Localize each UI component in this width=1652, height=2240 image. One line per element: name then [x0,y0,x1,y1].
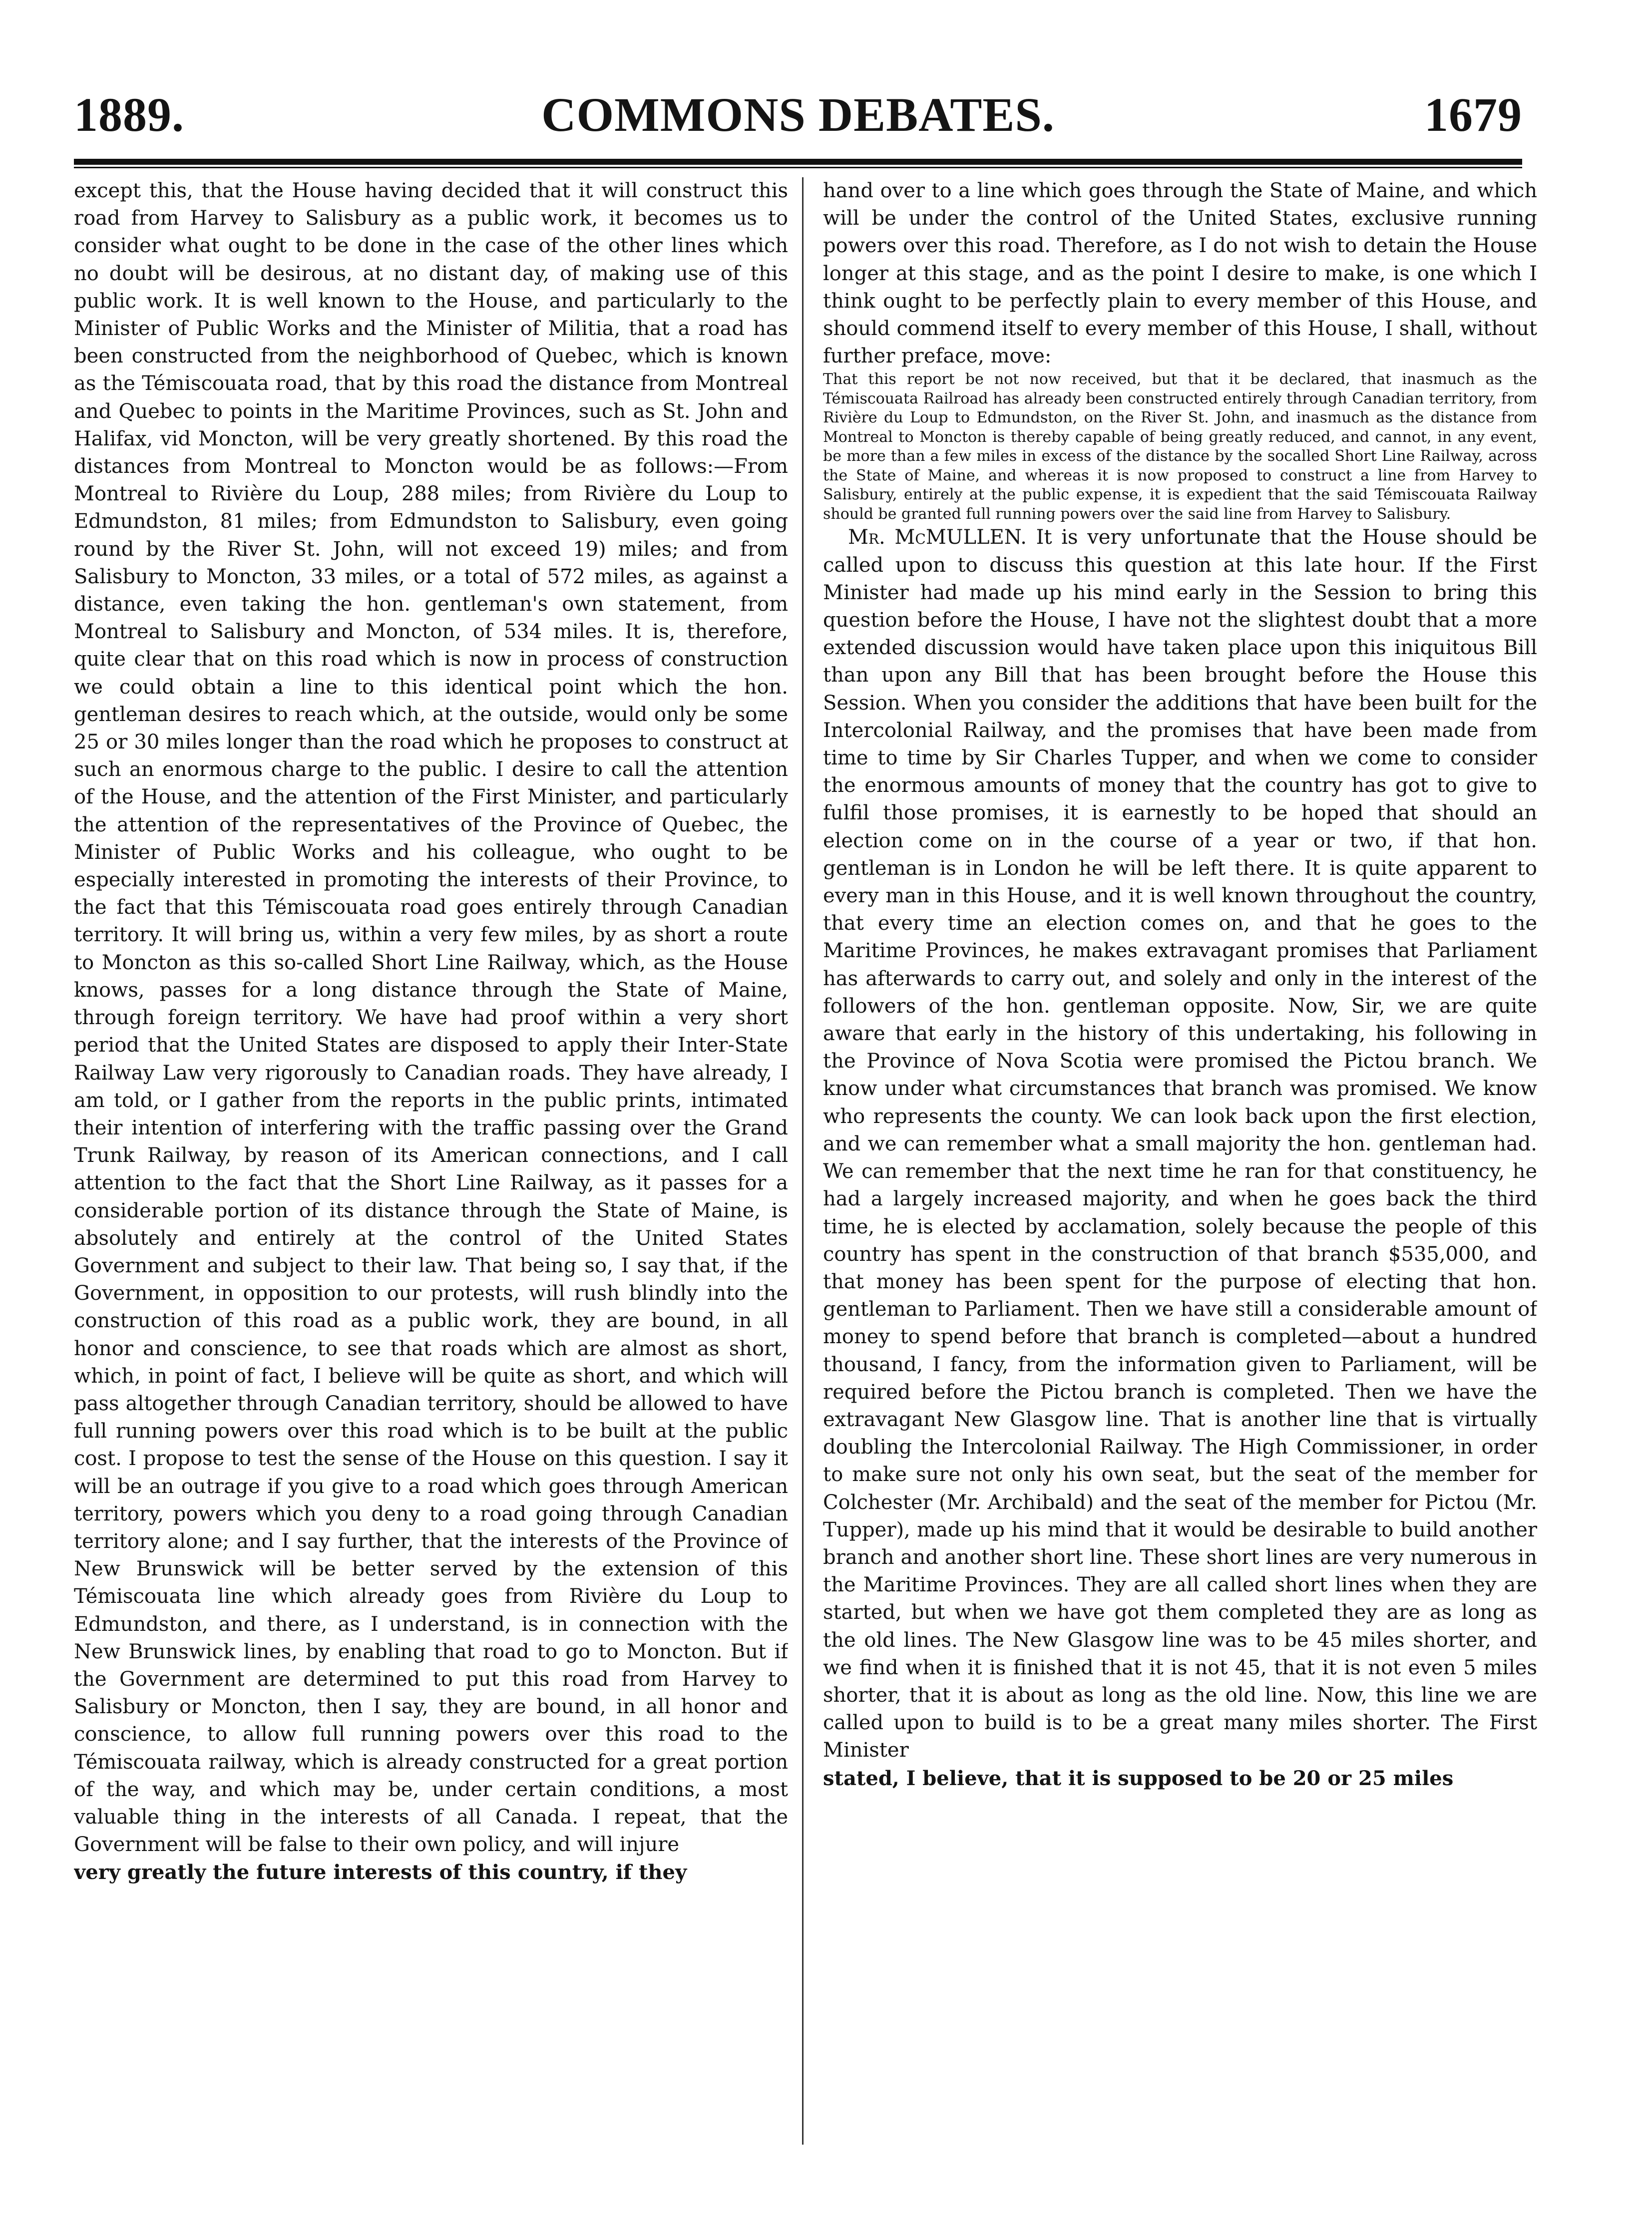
left-column-text: except this, that the House having decided that it will construct this road from Harvey to Salisbury as a public work, it becomes us to consider what ought to be done in the case of the other lines which no doubt will be desirous, at no distant day, of making use of this public work. It is well known to the House, and particularly to the Minister of Public Works and the Minister of Militia, that a road has been constructed from the neighborhood of Quebec, which is known as the Témiscouata road, that by this road the distance from Montreal and Quebec to points in the Maritime Provinces, such as St. John and Halifax, vid Moncton, will be very greatly shortened. By this road the distances from Montreal to Moncton would be as follows:—From Montreal to Rivière du Loup, 288 miles; from Rivière du Loup to Edmundston, 81 miles; from Edmundston to Salisbury, even going round by the River St. John, will not exceed 19) miles; and from Salisbury to Moncton, 33 miles, or a total of 572 miles, as against a distance, even taking the hon. gentleman's own statement, from Montreal to Salisbury and Moncton, of 534 miles. It is, therefore, quite clear that on this road which is now in process of construction we could obtain a line to this identical point which the hon. gentleman desires to reach which, at the outside, would only be some 25 or 30 miles longer than the road which he proposes to construct at such an enormous charge to the public. I desire to call the attention of the House, and the attention of the First Minister, and particularly the attention of the representatives of the Province of Quebec, the Minister of Public Works and his colleague, who ought to be especially interested in promoting the interests of their Province, to the fact that this Témiscouata road goes entirely through Canadian territory. It will bring us, within a very few miles, by as short a route to Moncton as this so-called Short Line Railway, which, as the House knows, passes for a long distance through the State of Maine, through foreign territory. We have had proof within a very short period that the United States are disposed to apply their Inter-State Railway Law very rigorously to Canadian roads. They have already, I am told, or I gather from the reports in the public prints, intimated their intention of interfering with the traffic passing over the Grand Trunk Railway, by reason of its American connections, and I call attention to the fact that the Short Line Railway, as it passes for a considerable portion of its distance through the State of Maine, is absolutely and entirely at the control of the United States Government and subject to their law. That being so, I say that, if the Government, in opposition to our protests, will rush blindly into the construction of this road as a public work, they are bound, in all honor and conscience, to see that roads which are almost as short, which, in point of fact, I believe will be quite as short, and which will pass altogether through Canadian territory, should be allowed to have full running powers over this road which is to be built at the public cost. I propose to test the sense of the House on this question. I say it will be an outrage if you give to a road which goes through American territory, powers which you deny to a road going through Canadian territory alone; and I say further, that the interests of the Province of New Brunswick will be better served by the extension of this Témiscouata line which already goes from Rivière du Loup to Edmundston, and there, as I understand, is in connection with the New Brunswick lines, by enabling that road to go to Moncton. But if the Government are determined to put this road from Harvey to Salisbury or Moncton, then I say, they are bound, in all honor and conscience, to allow full running powers over this road to the Témiscouata railway, which is already constructed for a great portion of the way, and which may be, under certain conditions, a most valuable thing in the interests of all Canada. I repeat, that the Government will be false to their own policy, and will injure [74,179,788,1857]
page-header [74,85,1522,155]
header-year: 1889. [74,88,184,141]
left-column-last-line: very greatly the future interests of this country, if they [74,1861,687,1884]
speech-text: It is very unfortunate that the House should be called upon to discuss this question at this late hour. If the First Minister had made up his mind early in the Session to bring this question before the House, I have not the slightest doubt that a more extended discussion would have taken place upon this iniquitous Bill than upon any Bill that has been brought before the House this Session. When you consider the additions that have been built for the Intercolonial Railway, and the promises that have been made from time to time by Sir Charles Tupper, and when we come to consider the enormous amounts of money that the country has got to give to fulfil those promises, it is earnestly to be hoped that should an election come on in the course of a year or two, if that hon. gentleman is in London he will be left there. It is quite apparent to every man in this House, and it is well known throughout the country, that every time an election comes on, and that he goes to the Maritime Provinces, he makes extravagant promises that Parliament has afterwards to carry out, and solely and only in the interest of the followers of the hon. gentleman opposite. Now, Sir, we are quite aware that early in the history of this undertaking, his following in the Province of Nova Scotia were promised the Pictou branch. We know under what circumstances that branch was promised. We know who represents the county. We can look back upon the first election, and we can remember what a small majority the hon. gentleman had. We can remember that the next time he ran for that constituency, he had a largely increased majority, and when he goes back the third time, he is elected by acclamation, solely because the people of this country has spent in the construction of that branch $535,000, and that money has been spent for the purpose of electing that hon. gentleman to Parliament. Then we have still a considerable amount of money to spend before that branch is completed—about a hundred thousand, I fancy, from the information given to Parliament, will be required before the Pictou branch is completed. Then we have the extravagant New Glasgow line. That is another line that is virtually doubling the Intercolonial Railway. The High Commissioner, in order to make sure not only his own seat, but the seat of the member for Colchester (Mr. Archibald) and the seat of the member for Pictou (Mr. Tupper), made up his mind that it would be desirable to build another branch and another short line. These short lines are very numerous in the Maritime Provinces. They are all called short lines when they are started, but when we have got them completed they are as long as the old lines. The New Glasgow line was to be 45 miles shorter, and we find when it is finished that it is not 45, that it is not even 5 miles shorter, that it is about as long as the old line. Now, this line we are called upon to build is to be a great many miles shorter. The First Minister [823,526,1537,1762]
motion-text: That this report be not now received, but that it be declared, that inasmuch as the Témiscouata Railroad has already been constructed entirely through Canadian territory, from Rivière du Loup to Edmundston, on the River St. John, and inasmuch as the distance from Montreal to Moncton is thereby capable of being greatly reduced, and cannot, in any event, be more than a few miles in excess of the distance by the socalled Short Line Railway, across the State of Maine, and whereas it is now proposed to construct a line from Harvey to Salisbury, entirely at the public expense, it is expedient that the said Témiscouata Railway should be granted full running powers over the said line from Harvey to Salisbury. [823,371,1537,523]
right-column-last-line: stated, I believe, that it is supposed to be 20 or 25 miles [823,1766,1454,1790]
header-rule [74,159,1522,165]
right-column-intro: hand over to a line which goes through the State of Maine, and which will be under the control of the United States, exclusive running powers over this road. Therefore, as I do not wish to detain the House longer at this stage, and as the point I desire to make, is one which I think ought to be perfectly plain to every member of this House, and should commend itself to every member of this House, I shall, without further preface, move: [823,179,1537,368]
speaker-name: Mr. McMULLEN. [848,526,1027,549]
left-column [74,177,788,2175]
right-column [823,177,1537,2175]
header-title: COMMONS DEBATES. [541,88,1055,141]
header-rule-thin [74,167,1522,168]
header-page-number: 1679 [1424,88,1522,141]
speech-paragraph [823,524,1537,1764]
column-divider [802,177,804,2145]
